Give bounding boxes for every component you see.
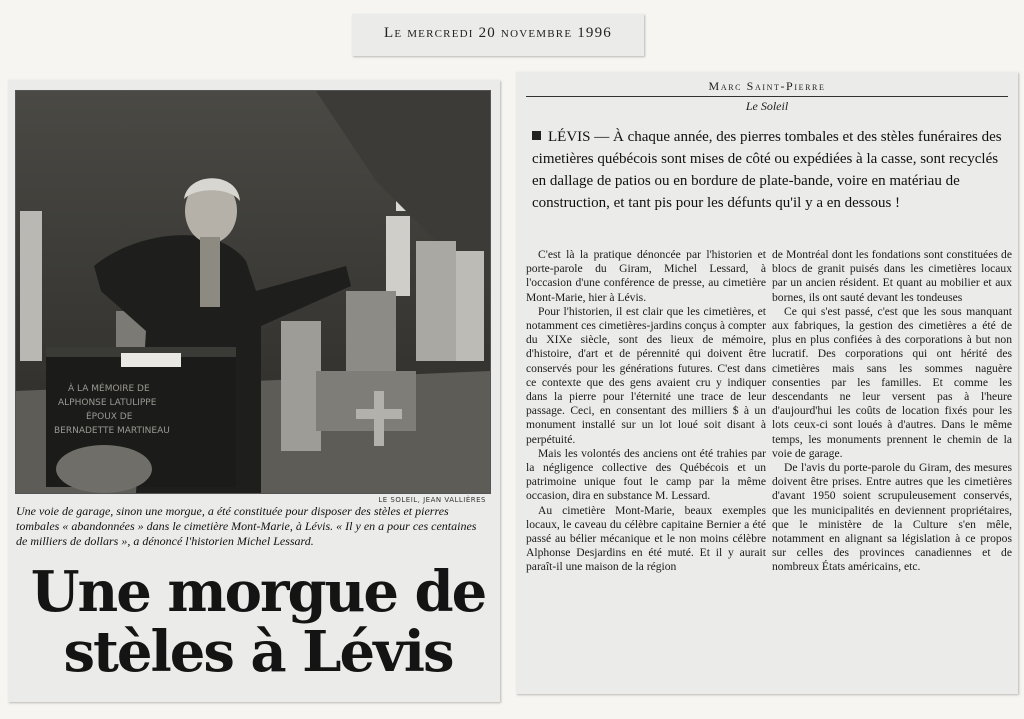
body-column-right <box>772 248 1012 575</box>
body-paragraph: Pour l'historien, il est clair que les cimetières, et notamment ces cimetières-jardins conçus à compter du XIXe siècle, sont des lieux de mémoire, d'histoire, d'art et de pérennité qui doivent être conservés pour les générations futures. C'est dans ce contexte que des gens avaient cru y indiquer dans la pierre pour l'éternité une trace de leur passage. Ceci, en consentant des milliers $ à un monument installé sur un lot loué soit disant à perpétuité. <box>526 304 766 446</box>
body-paragraph: Ce qui s'est passé, c'est que les sous manquant aux fabriques, la gestion des cimetières a été de plus en plus confiées à des corporations à but non lucratif. Des corporations qui ont hérité des cimetières mais sans les sommes naguère consenties par les familles. Et comme les descendants ne leur versent pas à l'heure d'aujourd'hui les coûts de location fixés pour les lots ceux-ci sont loués à d'autres. Dans le même temps, les monuments prennent le chemin de la voie de garage. <box>772 304 1012 460</box>
cemetery-photo <box>15 90 491 494</box>
headline-line-1: Une morgue de <box>30 559 486 625</box>
stele-inscription-2: ALPHONSE LATULIPPE <box>58 398 157 408</box>
body-paragraph: de Montréal dont les fondations sont constituées de blocs de granit puisés dans les cimetières locaux par un ancien résident. Et quant au mobilier et aux bornes, ils ont sauté devant les tondeuses <box>772 248 1012 304</box>
article-right-clipping <box>516 72 1018 694</box>
bullet-square-icon <box>532 131 541 140</box>
article-left-clipping <box>8 80 500 702</box>
byline-rule <box>526 96 1008 97</box>
stele-inscription-1: À LA MÉMOIRE DE <box>68 384 150 394</box>
body-paragraph: Mais les volontés des anciens ont été trahies par la négligence collective des Québécois et un patrimoine unique fout le camp par la même occasion, dira en substance M. Lessard. <box>526 446 766 503</box>
byline-author: Marc Saint-Pierre <box>708 79 826 93</box>
headline-line-2: stèles à Lévis <box>63 619 453 685</box>
stele-inscription-4: BERNADETTE MARTINEAU <box>54 426 170 436</box>
body-column-left <box>526 248 766 575</box>
photo-caption: Une voie de garage, sinon une morgue, a été constituée pour disposer des stèles et pierres tombales « abandonnées » dans le cimetière Mont-Marie, à Lévis. « Il y en a pour ces centaines de milliers de dollars », a dénoncé l'historien Michel Lessard. <box>16 504 477 548</box>
lead-paragraph <box>532 126 1010 214</box>
body-paragraph: Au cimetière Mont-Marie, beaux exemples locaux, le caveau du célèbre capitaine Bernier a été passé au bélier mécanique et le non moins célèbre Alphonse Desjardins en été muté. Et il y aurait paraît-il une maison de la région <box>526 503 766 574</box>
stele-inscription-3: ÉPOUX DE <box>86 412 133 422</box>
cemetery-photo-illustration <box>16 91 490 493</box>
byline-paper: Le Soleil <box>745 99 789 113</box>
photo-credit: LE SOLEIL, JEAN VALLIÈRES <box>378 496 486 504</box>
body-paragraph: De l'avis du porte-parole du Giram, des mesures doivent être prises. Entre autres que les cimetières d'avant 1950 soient scrupuleusement conservés, que les municipalités en deviennent propriétaires, que le ministère de la Culture s'en mêle, notamment en alignant sa législation à ce propos sur celles des provinces canadiennes et de nombreux États américains, etc. <box>772 461 1012 574</box>
body-paragraph: C'est là la pratique dénoncée par l'historien et porte-parole du Giram, Michel Lessard, à l'occasion d'une conférence de presse, au cimetière Mont-Marie, hier à Lévis. <box>526 248 766 304</box>
date-line: Le mercredi 20 novembre 1996 <box>383 25 613 41</box>
date-clipping <box>352 14 644 56</box>
headline <box>28 559 488 685</box>
lead-text: LÉVIS — À chaque année, des pierres tombales et des stèles funéraires des cimetières québécois sont mises de côté ou expédiées à la casse, sont recyclés en dallage de patios ou en bordure de plate-bande, voire en matériau de construction, et tant pis pour les défunts qu'il y a en dessous ! <box>532 129 1002 211</box>
